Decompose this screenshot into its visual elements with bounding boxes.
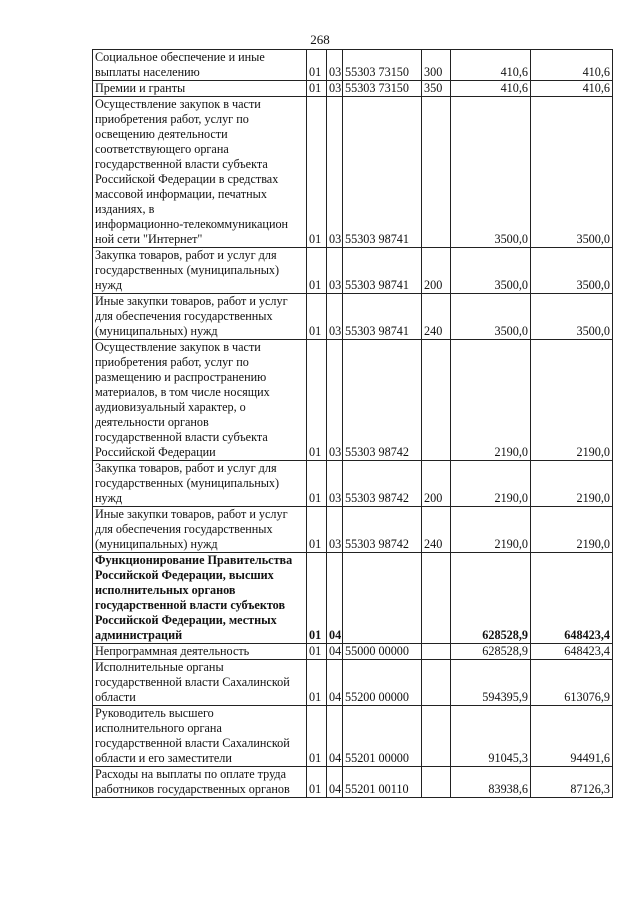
row-name-line: Российской Федерации, высших (95, 568, 274, 582)
section-code-cell: 01 (307, 660, 327, 706)
amount-year1-cell: 628528,9 (451, 553, 531, 644)
row-name-line: государственной власти Сахалинской (95, 736, 290, 750)
row-name-line: государственной власти субъектов (95, 598, 286, 612)
target-article-cell: 55303 98742 (343, 507, 422, 553)
amount-year2-cell: 3500,0 (531, 97, 613, 248)
amount-year2-cell: 87126,3 (531, 767, 613, 798)
amount-year2-cell: 613076,9 (531, 660, 613, 706)
table-row (93, 660, 613, 706)
table-row (93, 644, 613, 660)
amount-year2-cell: 94491,6 (531, 706, 613, 767)
expense-type-cell (422, 660, 451, 706)
amount-year2-cell: 410,6 (531, 81, 613, 97)
target-article-cell: 55303 98741 (343, 294, 422, 340)
row-name-line: нужд (95, 491, 123, 505)
expense-type-cell (422, 706, 451, 767)
budget-table (92, 49, 613, 798)
row-name-cell (93, 461, 307, 507)
row-name-line: освещению деятельности (95, 127, 228, 141)
expense-type-cell: 240 (422, 294, 451, 340)
row-name-line: размещению и распространению (95, 370, 267, 384)
target-article-cell: 55303 98741 (343, 97, 422, 248)
amount-year1-cell: 410,6 (451, 81, 531, 97)
row-name-line: массовой информации, печатных (95, 187, 267, 201)
row-name-line: государственной власти Сахалинской (95, 675, 290, 689)
amount-year1-cell: 3500,0 (451, 294, 531, 340)
expense-type-cell: 350 (422, 81, 451, 97)
amount-year1-cell: 2190,0 (451, 340, 531, 461)
section-code-cell: 01 (307, 553, 327, 644)
subsection-code-cell: 03 (327, 248, 343, 294)
row-name-line: для обеспечения государственных (95, 522, 273, 536)
subsection-code-cell: 03 (327, 97, 343, 248)
target-article-cell: 55303 98742 (343, 340, 422, 461)
row-name-line: для обеспечения государственных (95, 309, 273, 323)
table-row (93, 248, 613, 294)
section-code-cell: 01 (307, 507, 327, 553)
row-name-line: области (95, 690, 136, 704)
expense-type-cell (422, 97, 451, 248)
target-article-cell: 55000 00000 (343, 644, 422, 660)
row-name-cell (93, 97, 307, 248)
subsection-code-cell: 03 (327, 81, 343, 97)
amount-year2-cell: 648423,4 (531, 553, 613, 644)
table-row (93, 81, 613, 97)
table-row (93, 507, 613, 553)
expense-type-cell (422, 644, 451, 660)
amount-year1-cell: 83938,6 (451, 767, 531, 798)
target-article-cell: 55303 73150 (343, 81, 422, 97)
table-row (93, 767, 613, 798)
row-name-cell (93, 553, 307, 644)
row-name-line: деятельности органов (95, 415, 209, 429)
row-name-line: (муниципальных) нужд (95, 537, 218, 551)
subsection-code-cell: 03 (327, 340, 343, 461)
expense-type-cell (422, 553, 451, 644)
row-name-cell (93, 767, 307, 798)
amount-year2-cell: 3500,0 (531, 294, 613, 340)
amount-year2-cell: 2190,0 (531, 507, 613, 553)
target-article-cell: 55303 98741 (343, 248, 422, 294)
row-name-line: нужд (95, 278, 123, 292)
row-name-line: государственных (муниципальных) (95, 263, 280, 277)
row-name-line: Закупка товаров, работ и услуг для (95, 461, 277, 475)
amount-year1-cell: 3500,0 (451, 97, 531, 248)
row-name-cell (93, 706, 307, 767)
expense-type-cell: 200 (422, 248, 451, 294)
target-article-cell (343, 553, 422, 644)
amount-year2-cell: 648423,4 (531, 644, 613, 660)
amount-year2-cell: 2190,0 (531, 340, 613, 461)
row-name-line: Исполнительные органы (95, 660, 224, 674)
row-name-line: (муниципальных) нужд (95, 324, 218, 338)
budget-table-body (93, 50, 613, 798)
section-code-cell: 01 (307, 461, 327, 507)
subsection-code-cell: 03 (327, 294, 343, 340)
row-name-line: Премии и гранты (95, 81, 186, 95)
section-code-cell: 01 (307, 644, 327, 660)
row-name-line: исполнительного органа (95, 721, 222, 735)
expense-type-cell: 300 (422, 50, 451, 81)
expense-type-cell: 200 (422, 461, 451, 507)
row-name-cell (93, 644, 307, 660)
row-name-cell (93, 340, 307, 461)
target-article-cell: 55200 00000 (343, 660, 422, 706)
row-name-cell (93, 81, 307, 97)
section-code-cell: 01 (307, 340, 327, 461)
amount-year1-cell: 628528,9 (451, 644, 531, 660)
row-name-cell (93, 294, 307, 340)
row-name-line: государственной власти субъекта (95, 157, 268, 171)
expense-type-cell (422, 340, 451, 461)
row-name-line: Функционирование Правительства (95, 553, 293, 567)
expense-type-cell: 240 (422, 507, 451, 553)
target-article-cell: 55201 00000 (343, 706, 422, 767)
subsection-code-cell: 04 (327, 660, 343, 706)
page-number: 268 (310, 32, 330, 47)
subsection-code-cell: 04 (327, 767, 343, 798)
target-article-cell: 55303 98742 (343, 461, 422, 507)
amount-year1-cell: 594395,9 (451, 660, 531, 706)
subsection-code-cell: 04 (327, 706, 343, 767)
amount-year2-cell: 2190,0 (531, 461, 613, 507)
section-code-cell: 01 (307, 81, 327, 97)
row-name-line: государственной власти субъекта (95, 430, 268, 444)
target-article-cell: 55303 73150 (343, 50, 422, 81)
subsection-code-cell: 03 (327, 461, 343, 507)
row-name-line: Иные закупки товаров, работ и услуг (95, 294, 288, 308)
table-row (93, 340, 613, 461)
amount-year1-cell: 91045,3 (451, 706, 531, 767)
row-name-cell (93, 660, 307, 706)
row-name-line: Осуществление закупок в части (95, 340, 261, 354)
row-name-line: Осуществление закупок в части (95, 97, 261, 111)
amount-year1-cell: 2190,0 (451, 507, 531, 553)
table-row (93, 97, 613, 248)
section-code-cell: 01 (307, 50, 327, 81)
subsection-code-cell: 04 (327, 553, 343, 644)
row-name-line: информационно-телекоммуникацион (95, 217, 289, 231)
row-name-line: аудиовизуальный характер, о (95, 400, 246, 414)
row-name-line: приобретения работ, услуг по (95, 355, 249, 369)
amount-year2-cell: 410,6 (531, 50, 613, 81)
section-code-cell: 01 (307, 97, 327, 248)
row-name-line: Российской Федерации в средствах (95, 172, 279, 186)
row-name-line: государственных (муниципальных) (95, 476, 280, 490)
section-code-cell: 01 (307, 294, 327, 340)
subsection-code-cell: 03 (327, 507, 343, 553)
row-name-line: соответствующего органа (95, 142, 229, 156)
row-name-line: области и его заместители (95, 751, 232, 765)
subsection-code-cell: 04 (327, 644, 343, 660)
row-name-line: приобретения работ, услуг по (95, 112, 249, 126)
expense-type-cell (422, 767, 451, 798)
row-name-line: Закупка товаров, работ и услуг для (95, 248, 277, 262)
target-article-cell: 55201 00110 (343, 767, 422, 798)
row-name-line: изданиях, в (95, 202, 155, 216)
row-name-line: материалов, в том числе носящих (95, 385, 270, 399)
row-name-line: работников государственных органов (95, 782, 290, 796)
row-name-line: администраций (95, 628, 183, 642)
row-name-line: Российской Федерации (95, 445, 216, 459)
table-row (93, 461, 613, 507)
row-name-cell (93, 507, 307, 553)
row-name-line: исполнительных органов (95, 583, 236, 597)
table-row (93, 553, 613, 644)
subsection-code-cell: 03 (327, 50, 343, 81)
row-name-line: Социальное обеспечение и иные (95, 50, 265, 64)
amount-year2-cell: 3500,0 (531, 248, 613, 294)
row-name-line: Иные закупки товаров, работ и услуг (95, 507, 288, 521)
table-row (93, 294, 613, 340)
row-name-cell (93, 50, 307, 81)
table-row (93, 706, 613, 767)
row-name-line: Руководитель высшего (95, 706, 214, 720)
section-code-cell: 01 (307, 767, 327, 798)
amount-year1-cell: 410,6 (451, 50, 531, 81)
section-code-cell: 01 (307, 248, 327, 294)
table-row (93, 50, 613, 81)
row-name-line: Расходы на выплаты по оплате труда (95, 767, 287, 781)
section-code-cell: 01 (307, 706, 327, 767)
row-name-line: выплаты населению (95, 65, 200, 79)
row-name-cell (93, 248, 307, 294)
row-name-line: Российской Федерации, местных (95, 613, 277, 627)
row-name-line: Непрограммная деятельность (95, 644, 250, 658)
row-name-line: ной сети "Интернет" (95, 232, 203, 246)
amount-year1-cell: 3500,0 (451, 248, 531, 294)
amount-year1-cell: 2190,0 (451, 461, 531, 507)
